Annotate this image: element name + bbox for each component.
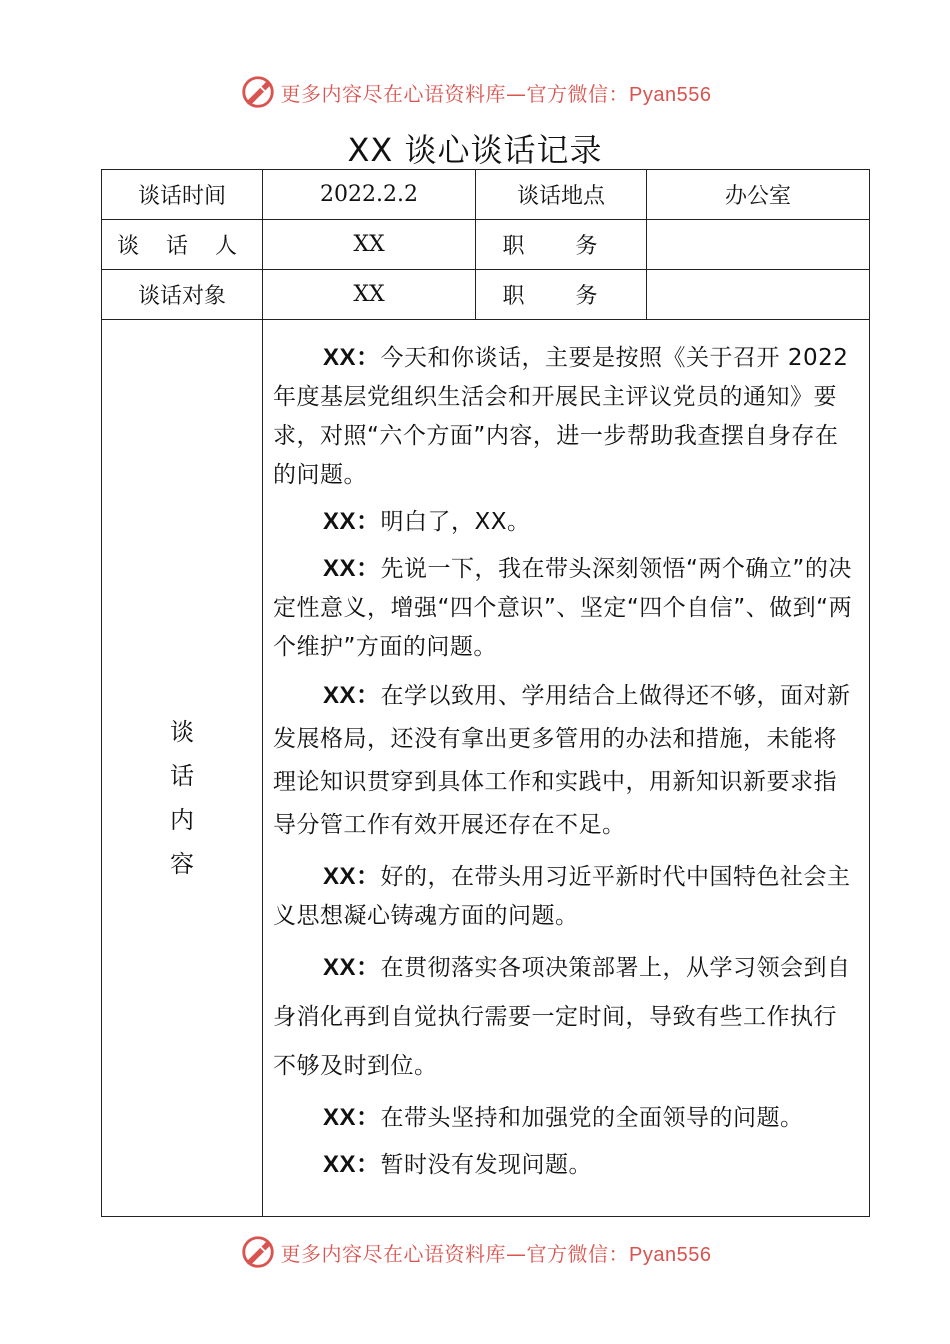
- page-title: XX 谈心谈话记录: [347, 131, 603, 169]
- content-label-char: 容: [170, 850, 194, 878]
- speaker: XX：: [323, 1104, 381, 1131]
- label-position: 职 务: [476, 220, 647, 270]
- footer-watermark-banner: [0, 1230, 950, 1274]
- dialogue-paragraph: XX：在学以致用、学用结合上做得还不够，面对新发展格局，还没有拿出更多管用的办法和措施，未能将理论知识贯穿到具体工作和实践中，用新知识新要求指导分管工作有效开展还存在不足。: [273, 682, 851, 838]
- table-row: [102, 270, 870, 320]
- dialogue-paragraph: XX：明白了，XX。: [323, 508, 531, 535]
- dialogue-paragraph: XX：在贯彻落实各项决策部署上，从学习领会到自身消化再到自觉执行需要一定时间，导致有些工作执行不够及时到位。: [273, 954, 851, 1079]
- dialogue-paragraph: XX：先说一下，我在带头深刻领悟“两个确立”的决定性意义，增强“四个意识”、坚定“四个自信”、做到“两个维护”方面的问题。: [273, 555, 853, 660]
- label-interviewee: 谈话对象: [102, 270, 263, 320]
- pen-logo-icon: [239, 1233, 277, 1271]
- record-table: [101, 169, 870, 1217]
- value-position: [647, 220, 870, 270]
- speaker: XX：: [323, 954, 381, 981]
- content-label-char: 内: [170, 806, 194, 834]
- value-place: 办公室: [647, 170, 870, 220]
- speaker: XX：: [323, 1151, 381, 1178]
- dialogue-paragraph: XX：在带头坚持和加强党的全面领导的问题。: [323, 1104, 804, 1131]
- banner-text: 更多内容尽在心语资料库—官方微信：Pyan556: [280, 81, 712, 106]
- table-row: [102, 220, 870, 270]
- dialogue-paragraph: XX：好的，在带头用习近平新时代中国特色社会主义思想凝心铸魂方面的问题。: [273, 863, 851, 929]
- speaker: XX：: [323, 508, 381, 535]
- dialogue-paragraph: XX：今天和你谈话，主要是按照《关于召开 2022 年度基层党组织生活会和开展民主评议党员的通知》要求，对照“六个方面”内容，进一步帮助我查摆自身存在的问题。: [273, 344, 849, 488]
- value-interviewee: XX: [263, 270, 476, 320]
- value-position-2: [647, 270, 870, 320]
- dialogue-paragraph: XX：暂时没有发现问题。: [323, 1151, 593, 1178]
- speaker: XX：: [323, 344, 381, 371]
- value-interviewer: XX: [263, 220, 476, 270]
- table-row: [102, 170, 870, 220]
- pen-logo-icon: [239, 73, 277, 111]
- header-watermark-banner: [0, 70, 950, 114]
- speaker: XX：: [323, 682, 381, 709]
- speaker: XX：: [323, 863, 381, 890]
- label-position-2: 职 务: [476, 270, 647, 320]
- content-label-char: 话: [170, 762, 194, 790]
- speaker: XX：: [323, 555, 381, 582]
- conversation-content: [263, 320, 870, 1217]
- banner-text: 更多内容尽在心语资料库—官方微信：Pyan556: [280, 1241, 712, 1266]
- label-interviewer: 谈 话 人: [102, 220, 263, 270]
- label-place: 谈话地点: [476, 170, 647, 220]
- content-row: [102, 320, 870, 1217]
- content-label-char: 谈: [170, 718, 194, 746]
- label-content: [102, 320, 263, 1217]
- label-time: 谈话时间: [102, 170, 263, 220]
- value-time: 2022.2.2: [263, 170, 476, 220]
